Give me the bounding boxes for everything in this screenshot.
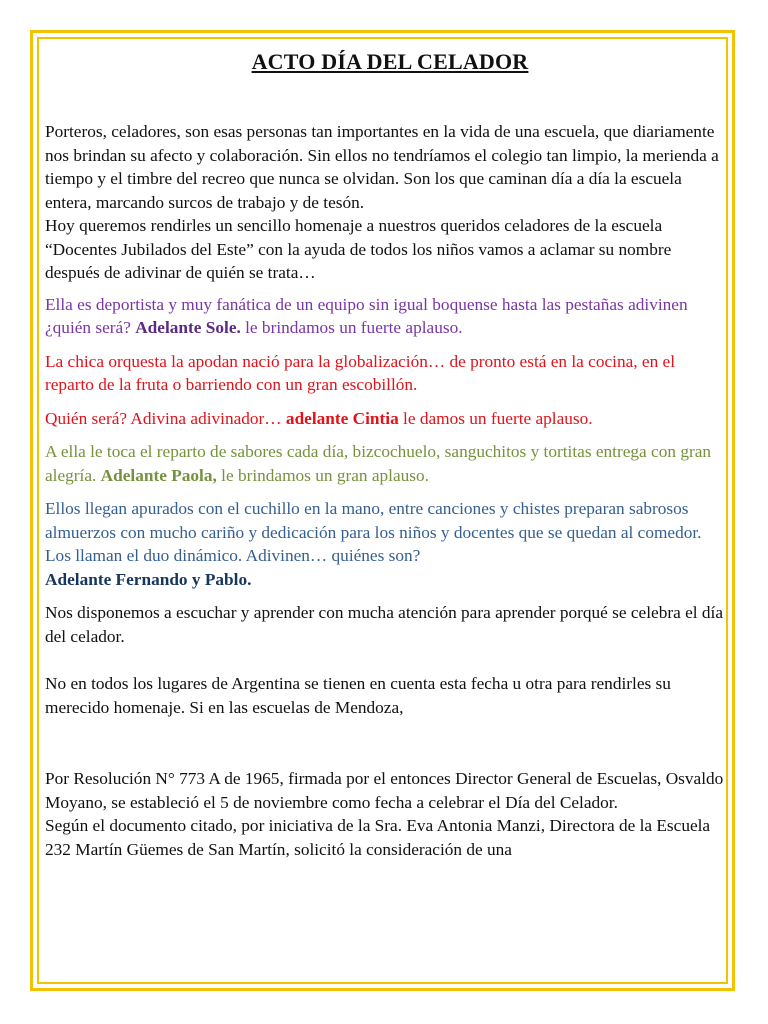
sole-paragraph: [45, 293, 725, 340]
duo-bold: Adelante Fernando y Pablo.: [45, 569, 252, 589]
cintia-bold: adelante Cintia: [285, 408, 399, 428]
cintia-text-after: le damos un fuerte aplauso.: [398, 408, 593, 428]
paola-text-after: le brindamos un gran aplauso.: [216, 465, 429, 485]
segun-paragraph: Según el documento citado, por iniciativa de la Sra. Eva Antonia Manzi, Directora de la Escuela 232 Martín Güemes de San Martín, solicitó la consideración de una: [45, 816, 711, 859]
escuchar-paragraph: Nos disponemos a escuchar y aprender con mucha atención para aprender porqué se celebra el día del celador.: [45, 603, 723, 646]
paola-bold: Adelante Paola,: [100, 465, 217, 485]
sole-bold: Adelante Sole.: [135, 318, 241, 337]
paola-text: A ella le toca el reparto de sabores cada día, bizcochuelo, sanguchitos y tortitas entrega con gran alegría.: [45, 442, 712, 485]
orquesta-paragraph: La chica orquesta la apodan nació para la globalización… de pronto está en la cocina, en el reparto de la fruta o barriendo con un gran escobillón.: [45, 351, 675, 394]
paola-paragraph: [45, 440, 725, 487]
duo-text: Ellos llegan apurados con el cuchillo en la mano, entre canciones y chistes preparan sabrosos almuerzos con mucho cariño y dedicación para los niños y docentes que se quedan al comedor. Los llaman el duo dinámico. Adivinen… quiénes son?: [45, 499, 702, 565]
resolucion-paragraph: Por Resolución N° 773 A de 1965, firmada por el entonces Director General de Escuelas, Osvaldo Moyano, se estableció el 5 de noviembre como fecha a celebrar el Día del Celador.: [45, 769, 724, 812]
intro-paragraph-1: Porteros, celadores, son esas personas tan importantes en la vida de una escuela, que diariamente nos brindan su afecto y colaboración. Sin ellos no tendríamos el colegio tan limpio, la merienda a tiempo y el timbre del recreo que nunca se olvidan. Son los que caminan día a día la escuela entera, marcando surcos de trabajo y de tesón.: [45, 122, 719, 212]
cintia-text: Quién será? Adivina adivinador…: [45, 408, 286, 428]
duo-paragraph: [45, 497, 725, 591]
sole-text: Ella es deportista y muy fanática de un equipo sin igual boquense hasta las pestañas adivinen ¿quién será?: [45, 294, 688, 337]
argentina-paragraph: No en todos los lugares de Argentina se tienen en cuenta esta fecha u otra para rendirles su merecido homenaje. Si en las escuelas de Mendoza,: [45, 674, 671, 717]
sole-text-after: le brindamos un fuerte aplauso.: [240, 318, 463, 337]
document-body: [45, 48, 725, 861]
intro-paragraph-2: Hoy queremos rendirles un sencillo homenaje a nuestros queridos celadores de la escuela “Docentes Jubilados del Este” con la ayuda de todos los niños vamos a aclamar su nombre después de adivinar de quién se trata…: [45, 216, 672, 282]
page-title: ACTO DÍA DEL CELADOR: [251, 49, 529, 74]
cintia-paragraph: [45, 407, 725, 431]
